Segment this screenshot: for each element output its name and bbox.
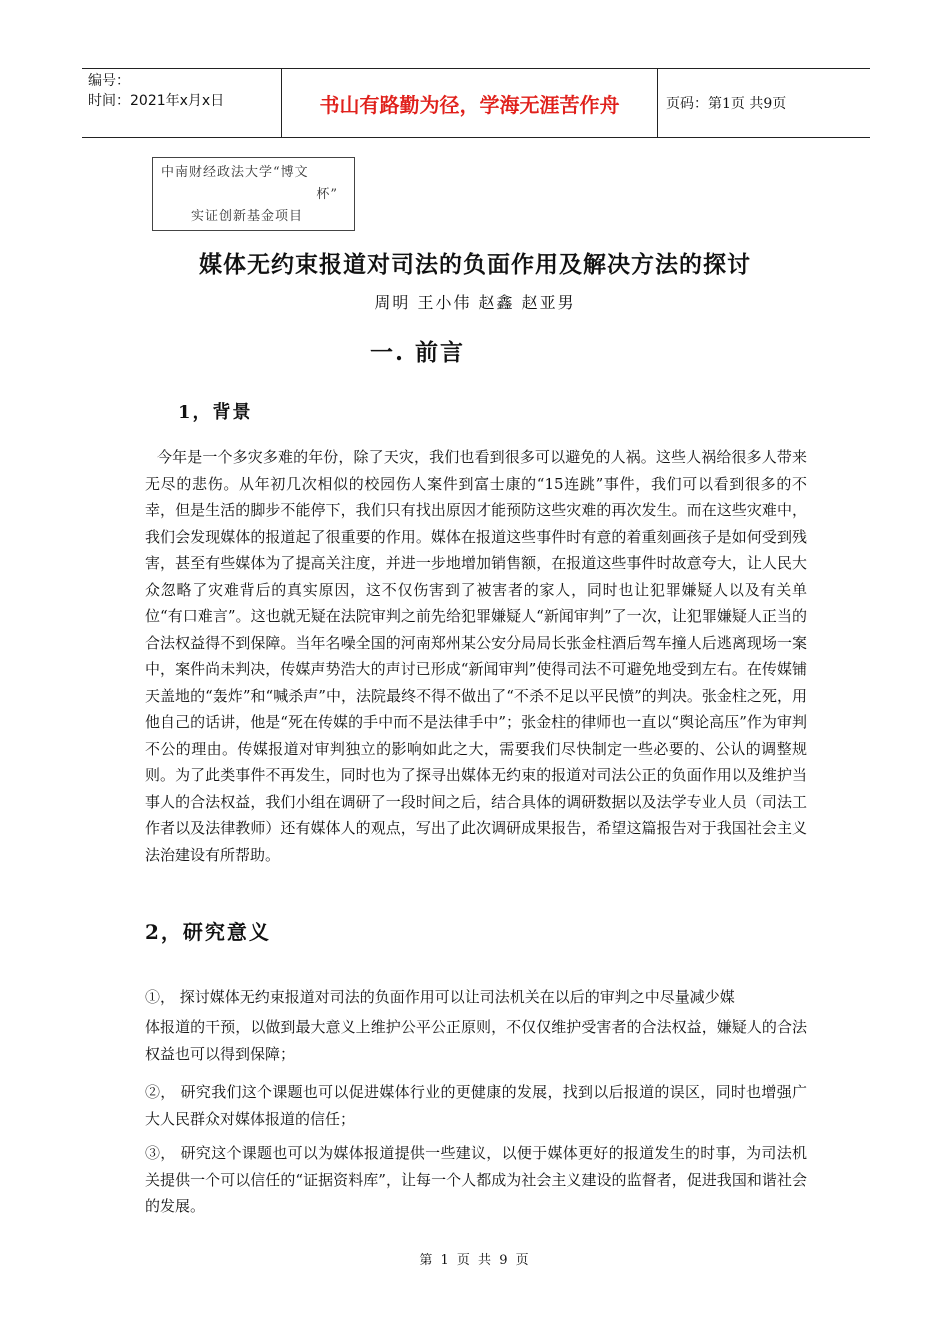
fund-line-2: 杯” bbox=[316, 187, 338, 202]
significance-item-1-rest: 体报道的干预，以做到最大意义上维护公平公正原则，不仅仅维护受害者的合法权益，嫌疑人的合法权益也可以得到保障； bbox=[145, 1018, 807, 1063]
header-motto: 书山有路勤为径，学海无涯苦作舟 bbox=[282, 69, 658, 137]
date-label: 时间：2021年x月x日 bbox=[88, 93, 225, 109]
header-page-info: 页码：第1页 共9页 bbox=[666, 96, 787, 112]
subsection-heading-background: 1，背景 bbox=[178, 402, 253, 423]
number-label: 编号： bbox=[88, 73, 130, 89]
background-paragraph: 今年是一个多灾多难的年份，除了天灾，我们也看到很多可以避免的人祸。这些人祸给很多人带来无尽的悲伤。从年初几次相似的校园伤人案件到富士康的“15连跳”事件，我们可以看到很多的不幸，但是生活的脚步不能停下，我们只有找出原因才能预防这些灾难的再次发生。而在这些灾难中，我们会发现媒体的报道起了很重要的作用。媒体在报道这些事件时有意的着重刻画孩子是如何受到残害，甚至有些媒体为了提高关注度，并进一步地增加销售额，在报道这些事件时故意夸大，让人民大众忽略了灾难背后的真实原因，这不仅伤害到了被害者的家人，同时也让犯罪嫌疑人以及有关单位“有口难言”。这也就无疑在法院审判之前先给犯罪嫌疑人“新闻审判”了一次，让犯罪嫌疑人正当的合法权益得不到保障。当年名噪全国的河南郑州某公安分局局长张金柱酒后驾车撞人后逃离现场一案中，案件尚未判决，传媒声势浩大的声讨已形成“新闻审判”使得司法不可避免地受到左右。在传媒铺天盖地的“轰炸”和“喊杀声”中，法院最终不得不做出了“不杀不足以平民愤”的判决。张金柱之死，用他自己的话讲，他是“死在传媒的手中而不是法律手中”；张金柱的律师也一直以“舆论高压”作为审判不公的理由。传媒报道对审判独立的影响如此之大，需要我们尽快制定一些必要的、公认的调整规则。为了此类事件不再发生，同时也为了探寻出媒体无约束的报道对司法公正的负面作用以及维护当事人的合法权益，我们小组在调研了一段时间之后，结合具体的调研数据以及法学专业人员（司法工作者以及法律教师）还有媒体人的观点，写出了此次调研成果报告，希望这篇报告对于我国社会主义法治建设有所帮助。 bbox=[145, 448, 807, 864]
document-title: 媒体无约束报道对司法的负面作用及解决方法的探讨 bbox=[199, 251, 751, 278]
significance-item-3: ③， 研究这个课题也可以为媒体报道提供一些建议，以便于媒体更好的报道发生的时事，为司法机关提供一个可以信任的“证据资料库”，让每一个人都成为社会主义建设的监督者，促进我国和谐社会的发展。 bbox=[145, 1144, 807, 1215]
fund-project-box bbox=[152, 157, 355, 231]
section-heading-preface: 一. 前言 bbox=[370, 339, 466, 366]
significance-item-1-line-1: ①， 探讨媒体无约束报道对司法的负面作用可以让司法机关在以后的审判之中尽量减少媒 bbox=[145, 988, 735, 1006]
authors: 周明 王小伟 赵鑫 赵亚男 bbox=[374, 293, 576, 312]
subsection-heading-significance: 2，研究意义 bbox=[145, 920, 271, 944]
fund-line-1: 中南财经政法大学“博文 bbox=[161, 165, 309, 180]
page-footer: 第 1 页 共 9 页 bbox=[419, 1253, 531, 1268]
fund-line-3: 实证创新基金项目 bbox=[191, 209, 304, 224]
header-table bbox=[82, 68, 870, 138]
significance-item-2: ②， 研究我们这个课题也可以促进媒体行业的更健康的发展，找到以后报道的误区，同时也增强广大人民群众对媒体报道的信任； bbox=[145, 1083, 807, 1128]
header-meta bbox=[82, 69, 282, 137]
